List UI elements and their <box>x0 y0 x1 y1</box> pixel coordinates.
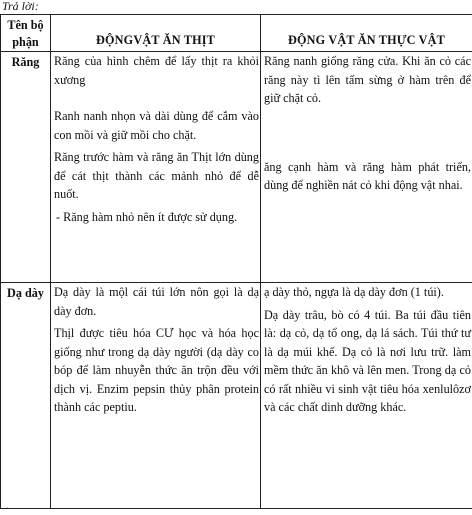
herbivore-teeth-text-2: ăng cạnh hàm và răng hàm phát triển, dùng để nghiền nát cỏ khi động vật nhai. <box>264 159 471 192</box>
herbivore-stomach-text-2: Dạ dày trâu, bò có 4 túi. Ba túi đầu tiên là: dạ cỏ, dạ tổ ong, dạ lá sách. Túi thứ tư là dạ múi khế. Dạ cỏ là nơi lưu trữ. làm mềm thức ăn khô và lên men. Trong dạ cỏ có rất nhiều vi sinh vật tiêu hóa xenlulôzơ và các chất dinh dưỡng khác. <box>264 307 471 414</box>
table-header-row <box>1 15 472 52</box>
header-herbivore: ĐỘNG VẬT ĂN THỰC VẬT <box>261 15 472 52</box>
carnivore-teeth-text-1: Răng của hình chêm để lấy thịt ra khỏi xương <box>54 54 259 87</box>
herbivore-teeth-text-1: Răng nanh giống răng cửa. Khi ăn cỏ các răng này tì lên tấm sừng ở hàm trên để giữ chặt cỏ. <box>264 54 471 105</box>
carnivore-teeth-text-3: Răng trước hàm và răng ăn Thịt lớn dùng để cát thịt thành các mảnh nhỏ để dễ nuốt. <box>54 150 259 201</box>
header-part: Tên bộ phận <box>1 15 51 52</box>
carnivore-teeth-cell <box>51 52 261 283</box>
carnivore-teeth-text-2: Ranh nanh nhọn và dài dùng để cắm vào con mồi và giữ mồi cho chặt. <box>54 109 259 142</box>
carnivore-teeth-text-4: - Răng hàm nhỏ nên ít được sử dụng. <box>56 209 238 224</box>
footer-mark: . <box>6 498 9 512</box>
answer-caption: Trả lời: <box>2 0 39 13</box>
header-carnivore: ĐỘNGVẬT ĂN THỊT <box>51 15 261 52</box>
row-label-cell <box>1 52 51 283</box>
row-label-stomach: Dạ dày <box>7 286 44 300</box>
herbivore-stomach-text-1: ạ dày thỏ, ngựa là dạ dày đơn (1 túi). <box>264 285 444 299</box>
carnivore-stomach-text-1: Dạ dày là mộl cái túi lớn nôn gọi là dạ dày đơn. <box>54 285 259 318</box>
row-label-cell <box>1 283 51 509</box>
carnivore-stomach-cell <box>51 283 261 509</box>
herbivore-stomach-cell <box>261 283 472 509</box>
herbivore-teeth-cell <box>261 52 472 283</box>
row-label-teeth: Răng <box>11 55 40 69</box>
table-row <box>1 52 472 283</box>
table-row <box>1 283 472 509</box>
carnivore-stomach-text-2: Thịl được tiêu hóa CƯ học và hóa học giống như trong dạ dày người (dạ dày co bóp để làm nhuyễn thức ăn trộn đều với dịch vị. Enzim pepsin thủy phân protein thành các peptiu. <box>54 326 259 414</box>
comparison-table <box>0 14 472 509</box>
